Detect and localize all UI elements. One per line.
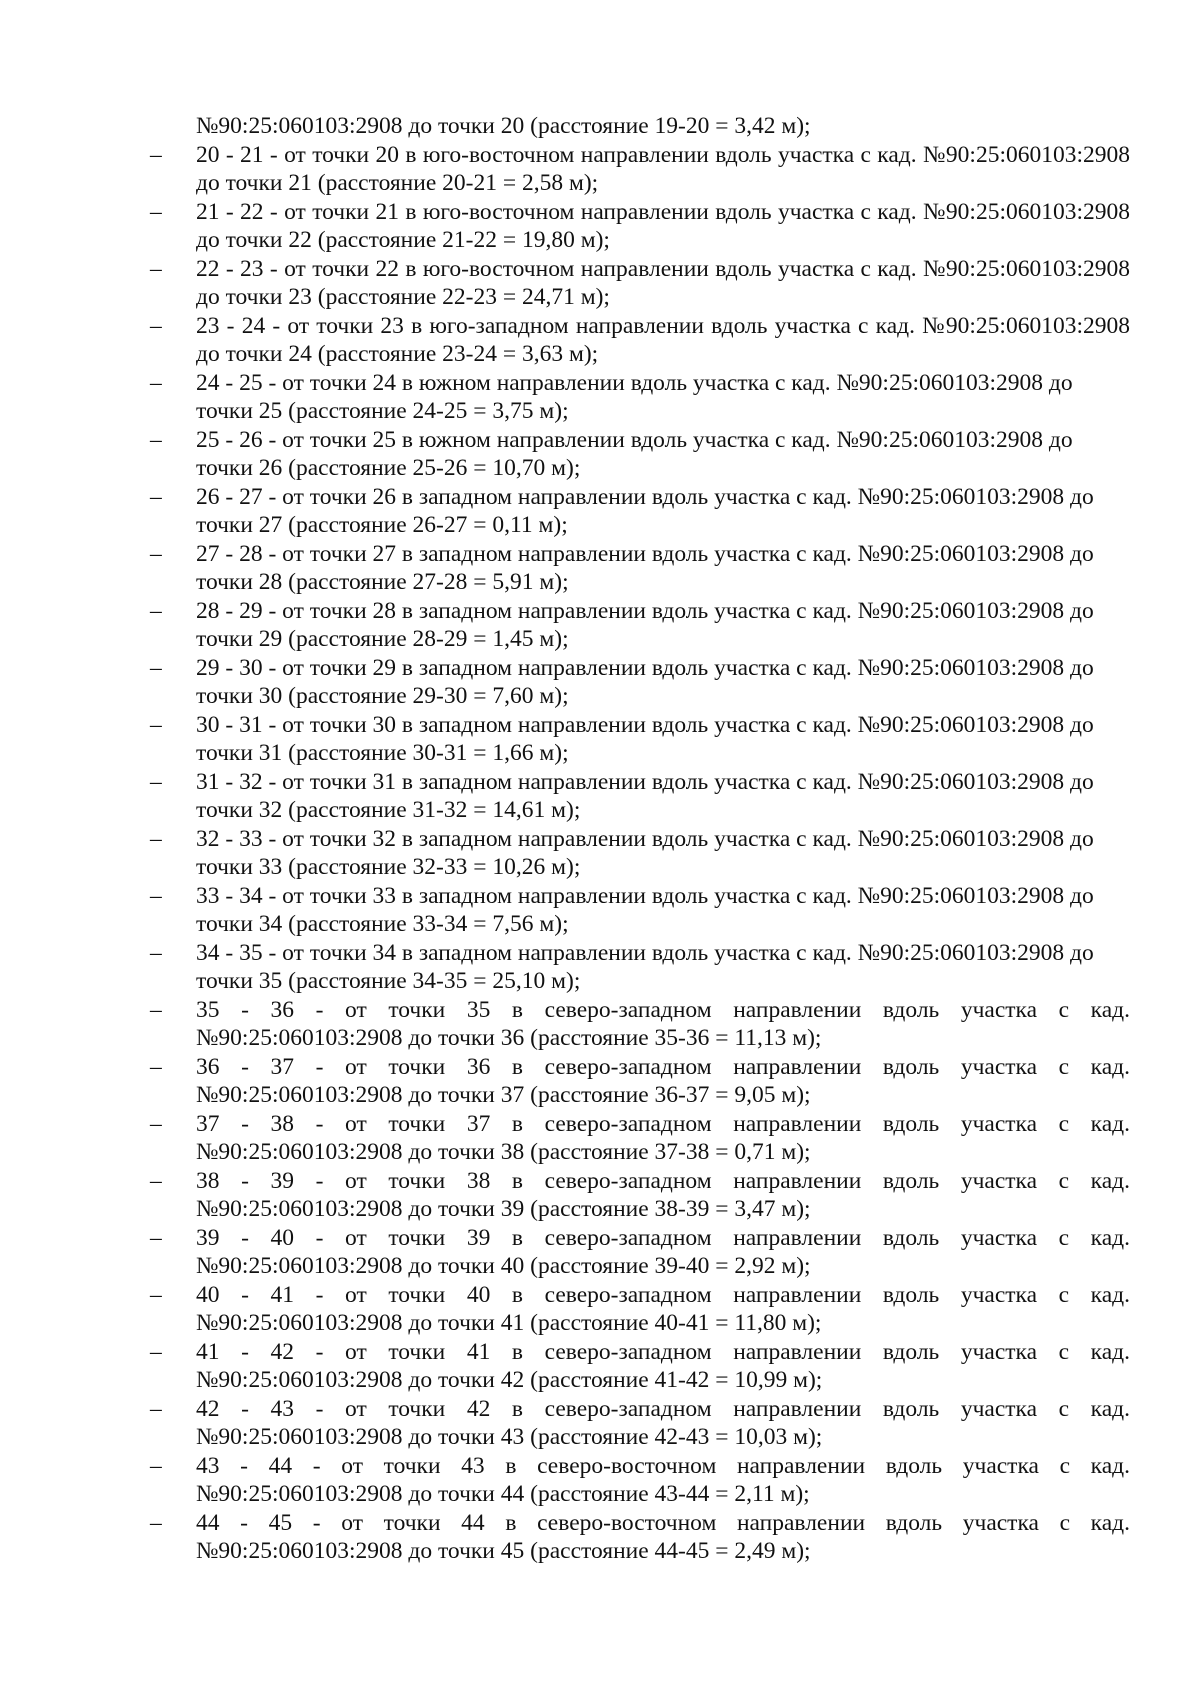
list-bullet: – <box>150 1110 162 1137</box>
segment-text: 40 - 41 - от точки 40 в северо-западном направлении вдоль участка с кад. №90:25:060103:2908 до точки 41 (расстояние 40-41 = 11,80 м); <box>196 1281 1130 1336</box>
list-bullet: – <box>150 711 162 738</box>
list-bullet: – <box>150 255 162 282</box>
segment-text: 37 - 38 - от точки 37 в северо-западном направлении вдоль участка с кад. №90:25:060103:2908 до точки 38 (расстояние 37-38 = 0,71 м); <box>196 1110 1130 1165</box>
list-bullet: – <box>150 1053 162 1080</box>
list-bullet: – <box>150 141 162 168</box>
segment-text: 29 - 30 - от точки 29 в западном направлении вдоль участка с кад. №90:25:060103:2908 до точки 30 (расстояние 29-30 = 7,60 м); <box>196 654 1094 709</box>
list-bullet: – <box>150 483 162 510</box>
continuation-line: №90:25:060103:2908 до точки 20 (расстояние 19-20 = 3,42 м); <box>196 113 811 139</box>
list-item <box>150 768 1130 825</box>
list-bullet: – <box>150 369 162 396</box>
segment-text: 23 - 24 - от точки 23 в юго-западном направлении вдоль участка с кад. №90:25:060103:2908 до точки 24 (расстояние 23-24 = 3,63 м); <box>196 312 1130 367</box>
segment-text: 36 - 37 - от точки 36 в северо-западном направлении вдоль участка с кад. №90:25:060103:2908 до точки 37 (расстояние 36-37 = 9,05 м); <box>196 1053 1130 1108</box>
list-item <box>150 1395 1130 1452</box>
segment-text: 21 - 22 - от точки 21 в юго-восточном направлении вдоль участка с кад. №90:25:060103:2908 до точки 22 (расстояние 21-22 = 19,80 м); <box>196 198 1130 253</box>
list-bullet: – <box>150 654 162 681</box>
list-item <box>150 540 1130 597</box>
list-item <box>150 1281 1130 1338</box>
segment-text: 31 - 32 - от точки 31 в западном направлении вдоль участка с кад. №90:25:060103:2908 до точки 32 (расстояние 31-32 = 14,61 м); <box>196 768 1094 823</box>
list-bullet: – <box>150 1338 162 1365</box>
list-item <box>150 255 1130 312</box>
boundary-description <box>150 112 1130 1566</box>
list-item <box>150 312 1130 369</box>
list-bullet: – <box>150 1281 162 1308</box>
segment-text: 43 - 44 - от точки 43 в северо-восточном направлении вдоль участка с кад. №90:25:060103:2908 до точки 44 (расстояние 43-44 = 2,11 м); <box>196 1452 1130 1507</box>
list-bullet: – <box>150 825 162 852</box>
segment-text: 32 - 33 - от точки 32 в западном направлении вдоль участка с кад. №90:25:060103:2908 до точки 33 (расстояние 32-33 = 10,26 м); <box>196 825 1094 880</box>
segment-text: 30 - 31 - от точки 30 в западном направлении вдоль участка с кад. №90:25:060103:2908 до точки 31 (расстояние 30-31 = 1,66 м); <box>196 711 1094 766</box>
list-item <box>150 483 1130 540</box>
list-item <box>150 426 1130 483</box>
list-item <box>150 141 1130 198</box>
list-bullet: – <box>150 1224 162 1251</box>
list-bullet: – <box>150 312 162 339</box>
segment-text: 34 - 35 - от точки 34 в западном направлении вдоль участка с кад. №90:25:060103:2908 до точки 35 (расстояние 34-35 = 25,10 м); <box>196 939 1094 994</box>
list-item <box>150 654 1130 711</box>
segment-text: 27 - 28 - от точки 27 в западном направлении вдоль участка с кад. №90:25:060103:2908 до точки 28 (расстояние 27-28 = 5,91 м); <box>196 540 1094 595</box>
list-bullet: – <box>150 540 162 567</box>
list-bullet: – <box>150 996 162 1023</box>
list-bullet: – <box>150 1395 162 1422</box>
list-bullet: – <box>150 882 162 909</box>
segment-text: 22 - 23 - от точки 22 в юго-восточном направлении вдоль участка с кад. №90:25:060103:2908 до точки 23 (расстояние 22-23 = 24,71 м); <box>196 255 1130 310</box>
list-item <box>150 198 1130 255</box>
list-bullet: – <box>150 768 162 795</box>
segment-text: 38 - 39 - от точки 38 в северо-западном направлении вдоль участка с кад. №90:25:060103:2908 до точки 39 (расстояние 38-39 = 3,47 м); <box>196 1167 1130 1222</box>
segment-text: 33 - 34 - от точки 33 в западном направлении вдоль участка с кад. №90:25:060103:2908 до точки 34 (расстояние 33-34 = 7,56 м); <box>196 882 1094 937</box>
segment-text: 35 - 36 - от точки 35 в северо-западном направлении вдоль участка с кад. №90:25:060103:2908 до точки 36 (расстояние 35-36 = 11,13 м); <box>196 996 1130 1051</box>
list-item <box>150 996 1130 1053</box>
list-item <box>150 1224 1130 1281</box>
list-item <box>150 1338 1130 1395</box>
list-item <box>150 825 1130 882</box>
list-bullet: – <box>150 1509 162 1536</box>
list-bullet: – <box>150 426 162 453</box>
list-item <box>150 597 1130 654</box>
list-item <box>150 939 1130 996</box>
segment-text: 25 - 26 - от точки 25 в южном направлении вдоль участка с кад. №90:25:060103:2908 до точки 26 (расстояние 25-26 = 10,70 м); <box>196 426 1073 481</box>
list-bullet: – <box>150 597 162 624</box>
segment-text: 44 - 45 - от точки 44 в северо-восточном направлении вдоль участка с кад. №90:25:060103:2908 до точки 45 (расстояние 44-45 = 2,49 м); <box>196 1509 1130 1564</box>
segment-text: 26 - 27 - от точки 26 в западном направлении вдоль участка с кад. №90:25:060103:2908 до точки 27 (расстояние 26-27 = 0,11 м); <box>196 483 1094 538</box>
list-bullet: – <box>150 939 162 966</box>
list-bullet: – <box>150 198 162 225</box>
segment-text: 39 - 40 - от точки 39 в северо-западном направлении вдоль участка с кад. №90:25:060103:2908 до точки 40 (расстояние 39-40 = 2,92 м); <box>196 1224 1130 1279</box>
boundary-segment-list <box>150 141 1130 1566</box>
segment-text: 20 - 21 - от точки 20 в юго-восточном направлении вдоль участка с кад. №90:25:060103:2908 до точки 21 (расстояние 20-21 = 2,58 м); <box>196 141 1130 196</box>
list-bullet: – <box>150 1167 162 1194</box>
list-item <box>150 369 1130 426</box>
list-item <box>150 1110 1130 1167</box>
list-item <box>150 882 1130 939</box>
segment-text: 28 - 29 - от точки 28 в западном направлении вдоль участка с кад. №90:25:060103:2908 до точки 29 (расстояние 28-29 = 1,45 м); <box>196 597 1094 652</box>
list-item <box>150 1167 1130 1224</box>
list-item <box>150 711 1130 768</box>
segment-text: 41 - 42 - от точки 41 в северо-западном направлении вдоль участка с кад. №90:25:060103:2908 до точки 42 (расстояние 41-42 = 10,99 м); <box>196 1338 1130 1393</box>
segment-text: 24 - 25 - от точки 24 в южном направлении вдоль участка с кад. №90:25:060103:2908 до точки 25 (расстояние 24-25 = 3,75 м); <box>196 369 1073 424</box>
list-item <box>150 1452 1130 1509</box>
list-bullet: – <box>150 1452 162 1479</box>
list-item <box>150 1053 1130 1110</box>
list-item <box>150 1509 1130 1566</box>
segment-text: 42 - 43 - от точки 42 в северо-западном направлении вдоль участка с кад. №90:25:060103:2908 до точки 43 (расстояние 42-43 = 10,03 м); <box>196 1395 1130 1450</box>
